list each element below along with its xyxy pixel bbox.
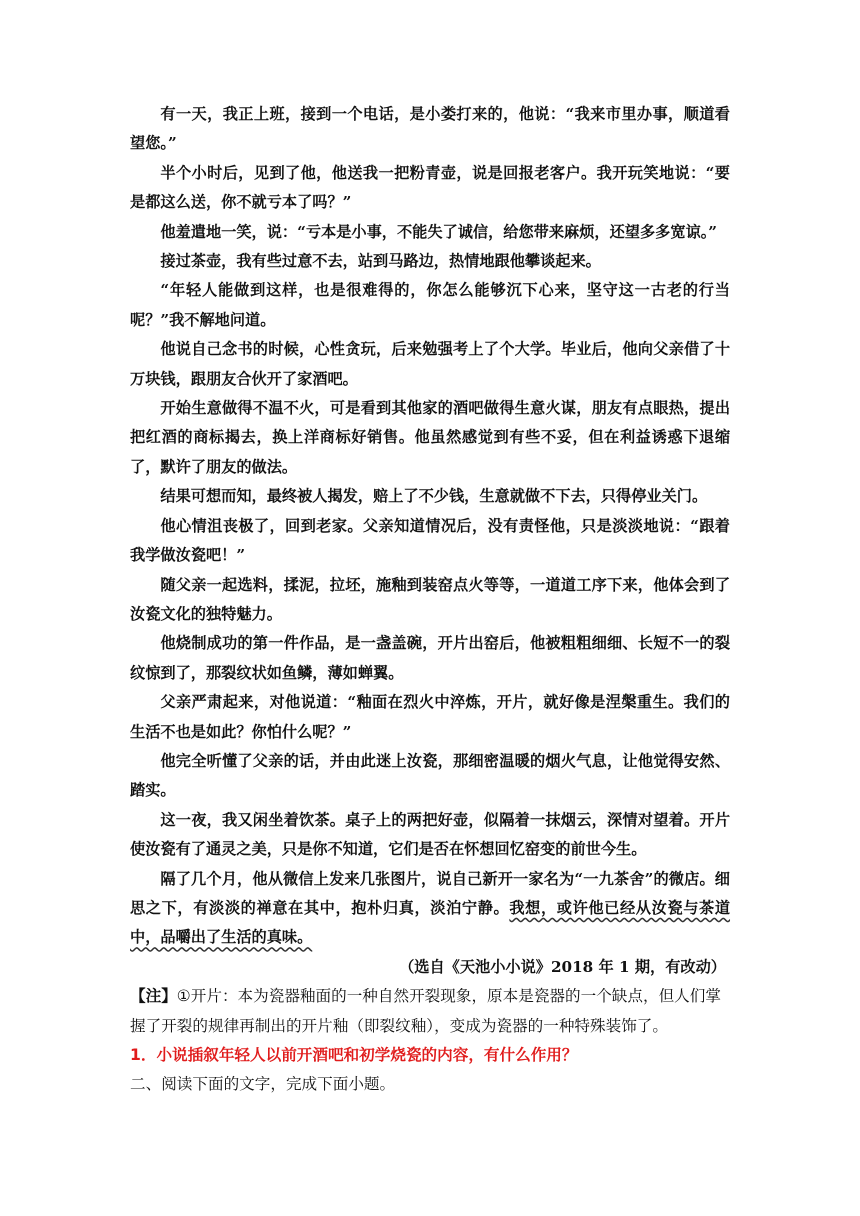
story-paragraph: 开始生意做得不温不火，可是看到其他家的酒吧做得生意火谋，朋友有点眼热，提出把红酒的商标揭去，换上洋商标好销售。他虽然感觉到有些不妥，但在利益诱惑下退缩了，默许了朋友的做法。 (130, 399, 730, 476)
story-paragraph: “年轻人能做到这样，也是很难得的，你怎么能够沉下心来，坚守这一古老的行当呢？”我不解地问道。 (130, 281, 730, 329)
story-paragraph: 半个小时后，见到了他，他送我一把粉青壶，说是回报老客户。我开玩笑地说：“要是都这么送，你不就亏本了吗？” (130, 163, 730, 212)
note-text: ①开片：本为瓷器釉面的一种自然开裂现象，原本是瓷器的一个缺点，但人们掌握了开裂的规律再制出的开片釉（即裂纹釉），变成为瓷器的一种特殊装饰了。 (130, 987, 721, 1035)
document-page (130, 100, 730, 1100)
story-paragraph: 结果可想而知，最终被人揭发，赔上了不少钱，生意就做不下去，只得停业关门。 (160, 487, 708, 506)
source-line: （选自《天池小小说》2018 年 1 期，有改动） (399, 957, 726, 976)
story-body (130, 100, 730, 953)
note-tag: 【注】 (130, 987, 177, 1006)
story-paragraph: 父亲严肃起来，对他说道：“釉面在烈火中淬炼，开片，就好像是涅槃重生。我们的生活不也是如此？你怕什么呢？” (130, 693, 730, 741)
next-section-heading: 二、阅读下面的文字，完成下面小题。 (130, 1075, 396, 1094)
story-paragraph: 他羞遣地一笑，说：“亏本是小事，不能失了诚信，给您带来麻烦，还望多多宽谅。” (160, 222, 718, 241)
last-paragraph-plain: 隔了几个月，他从微信上发来几张图片，说自己新开一家名为“一九茶舍”的微店。细思之下，有淡淡的禅意在其中，抱朴归真，淡泊宁静。 (130, 869, 730, 917)
story-paragraph: 他完全听懂了父亲的话，并由此迷上汝瓷，那细密温暖的烟火气息，让他觉得安然、踏实。 (130, 751, 730, 800)
story-paragraph: 他说自己念书的时候，心性贪玩，后来勉强考上了个大学。毕业后，他向父亲借了十万块钱，跟朋友合伙开了家酒吧。 (130, 340, 730, 388)
story-paragraph: 接过茶壶，我有些过意不去，站到马路边，热情地跟他攀谈起来。 (160, 252, 601, 271)
story-paragraph: 随父亲一起选料，揉泥，拉坯，施釉到装窑点火等等，一道道工序下来，他体会到了汝瓷文化的独特魅力。 (130, 575, 730, 623)
story-paragraph-last (130, 865, 730, 953)
story-paragraph: 他心情沮丧极了，回到老家。父亲知道情况后，没有责怪他，只是淡淡地说：“跟着我学做汝瓷吧！” (130, 516, 730, 565)
annotation-note (130, 982, 730, 1041)
question-1: 1．小说插叙年轻人以前开酒吧和初学烧瓷的内容，有什么作用？ (130, 1046, 578, 1064)
story-paragraph: 他烧制成功的第一件作品，是一盏盖碗，开片出窑后，他被粗粗细细、长短不一的裂纹惊到了，那裂纹状如鱼鳞，薄如蝉翼。 (130, 634, 730, 682)
last-paragraph-underlined: 我想，或许他已经从汝瓷与茶道中，品嚼出了生活的真味。 (130, 898, 731, 947)
story-paragraph: 这一夜，我又闲坐着饮茶。桌子上的两把好壶，似隔着一抹烟云，深情对望着。开片使汝瓷有了通灵之美，只是你不知道，它们是否在怀想回忆窑变的前世今生。 (130, 810, 730, 859)
story-paragraph: 有一天，我正上班，接到一个电话，是小娄打来的，他说：“我来市里办事，顺道看望您。” (130, 105, 730, 153)
